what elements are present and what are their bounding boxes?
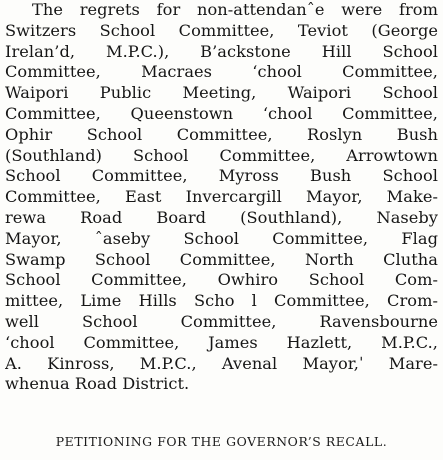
paragraph-line: Ophir School Committee, Roslyn Bush — [5, 124, 438, 144]
article-paragraph — [5, 0, 438, 395]
paragraph-line: rewa Road Board (Southland), Naseby — [5, 207, 438, 227]
paragraph-line: Committee, Macraes ʻchool Committee, — [5, 62, 438, 82]
paragraph-line: mittee, Lime Hills Scho l Committee, Crom- — [5, 291, 438, 311]
paragraph-line: A. Kinross, M.P.C., Avenal Mayor,ˈ Mare- — [5, 353, 438, 373]
paragraph-line: Mayor, ˆaseby School Committee, Flag — [5, 228, 438, 248]
paragraph-line: School Committee, Myross Bush School — [5, 166, 438, 186]
paragraph-line: Swamp School Committee, North Clutha — [5, 249, 438, 269]
paragraph-line: Switzers School Committee, Teviot (George — [5, 20, 438, 40]
paragraph-line: Committee, Queenstown ʻchool Committee, — [5, 103, 438, 123]
paragraph-line: whenua Road District. — [5, 374, 190, 394]
paragraph-line: well School Committee, Ravensbourne — [5, 311, 438, 331]
paragraph-line: Irelan’d, M.P.C.), B’ackstone Hill School — [5, 41, 438, 61]
paragraph-line: School Committee, Owhiro School Com- — [5, 270, 438, 290]
paragraph-line: The regrets for non-attendanˆe were from — [32, 0, 438, 19]
section-heading: PETITIONING FOR THE GOVERNOR’S RECALL. — [55, 434, 388, 449]
paragraph-line: (Southland) School Committee, Arrowtown — [5, 145, 438, 165]
paragraph-line: ʻchool Committee, James Hazlett, M.P.C., — [5, 332, 438, 352]
paragraph-line: Waipori Public Meeting, Waipori School — [5, 83, 438, 103]
paragraph-line: Committee, East Invercargill Mayor, Make- — [5, 187, 438, 207]
